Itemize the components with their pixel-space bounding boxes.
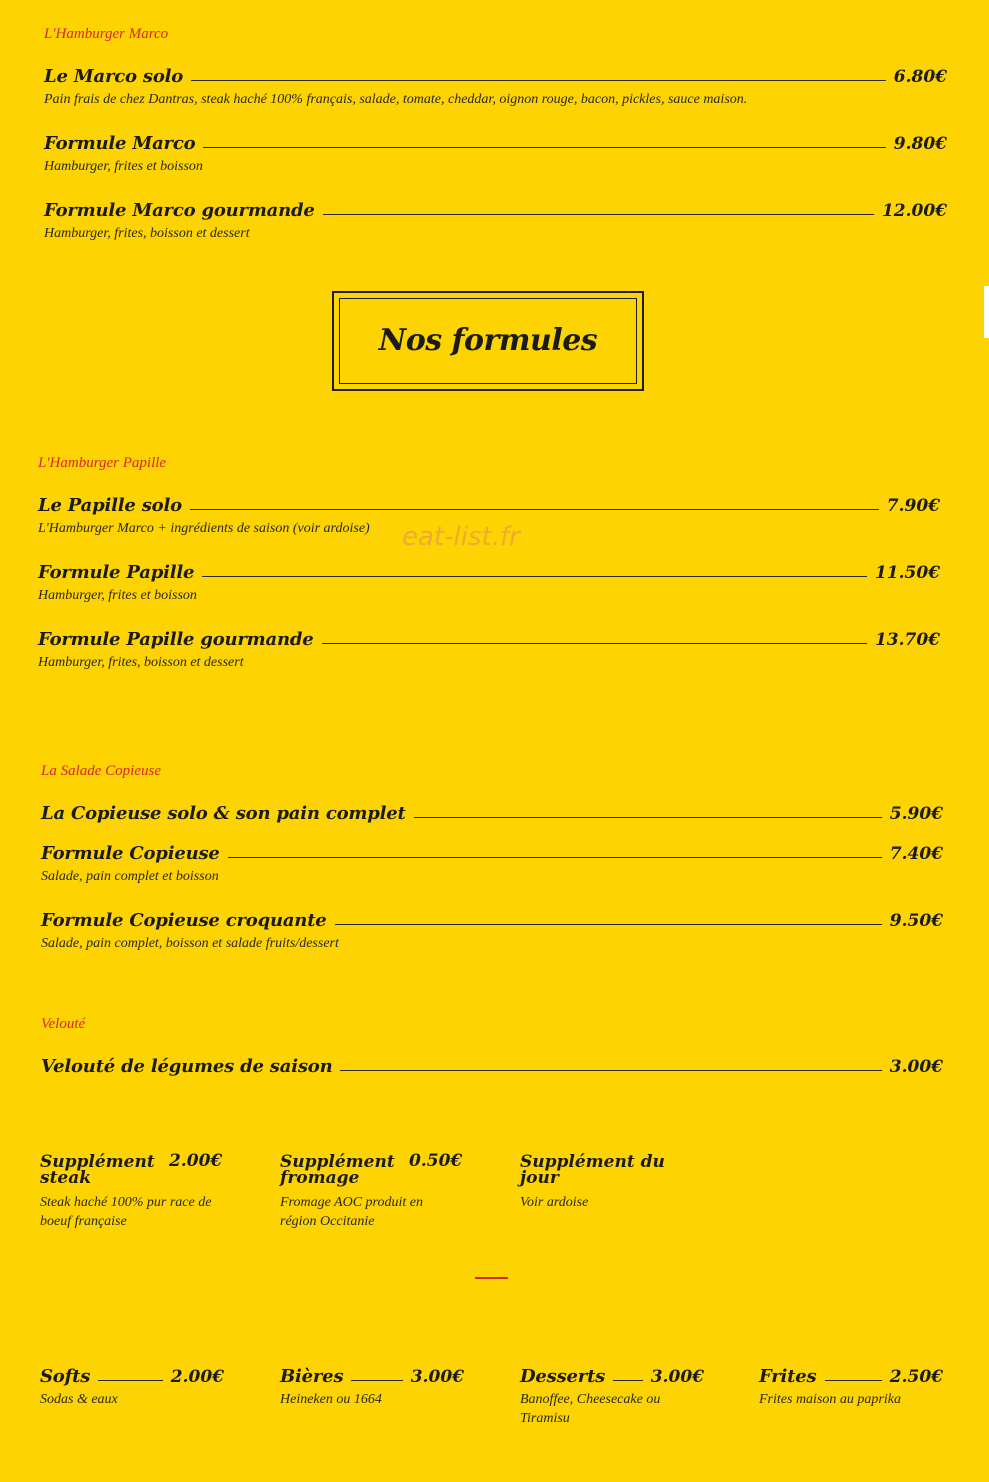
dotted-leader bbox=[414, 817, 882, 818]
item-name: Formule Copieuse croquante bbox=[41, 910, 327, 931]
item-price: 9.50€ bbox=[889, 911, 943, 931]
item-description: L'Hamburger Marco + ingrédients de saison (voir ardoise) bbox=[38, 521, 370, 536]
supplement-title-line2: jour bbox=[520, 1168, 559, 1188]
dotted-leader bbox=[98, 1380, 163, 1381]
item-price: 6.80€ bbox=[893, 67, 947, 87]
item-description: Hamburger, frites, boisson et dessert bbox=[44, 226, 250, 241]
extra-desc-line1: Frites maison au paprika bbox=[759, 1392, 901, 1407]
item-price: 12.00€ bbox=[881, 201, 947, 221]
supplement-description bbox=[40, 1193, 240, 1231]
dotted-leader bbox=[191, 80, 886, 81]
supplement-title bbox=[520, 1154, 665, 1186]
supplement-title-line1: Supplément bbox=[40, 1152, 155, 1172]
item-name: Frites bbox=[759, 1366, 817, 1387]
extra-bieres bbox=[280, 1363, 464, 1387]
item-price: 9.80€ bbox=[893, 134, 947, 154]
supplement-desc-line2: région Occitanie bbox=[280, 1214, 375, 1229]
item-name: La Copieuse solo & son pain complet bbox=[41, 803, 406, 824]
extra-desc-line1: Banoffee, Cheesecake ou bbox=[520, 1392, 661, 1407]
menu-item-formule-marco-gourmande bbox=[44, 197, 947, 221]
item-price: 2.50€ bbox=[889, 1367, 943, 1387]
extra-description bbox=[759, 1390, 959, 1409]
dotted-leader bbox=[190, 509, 879, 510]
supplement-description bbox=[280, 1193, 480, 1231]
item-name: Le Marco solo bbox=[44, 66, 184, 87]
dotted-leader bbox=[202, 576, 867, 577]
supplement-title-line2: fromage bbox=[280, 1168, 360, 1188]
extra-desc-line1: Heineken ou 1664 bbox=[280, 1392, 382, 1407]
item-price: 11.50€ bbox=[874, 563, 940, 583]
item-price: 7.40€ bbox=[889, 844, 943, 864]
dotted-leader bbox=[613, 1380, 643, 1381]
page-title: Nos formules bbox=[378, 323, 598, 358]
menu-item-veloute bbox=[41, 1053, 943, 1077]
dotted-leader bbox=[340, 1070, 881, 1071]
section-label-marco: L'Hamburger Marco bbox=[44, 26, 169, 42]
supplement-desc-line1: Voir ardoise bbox=[520, 1195, 589, 1210]
dotted-leader bbox=[322, 643, 867, 644]
item-name: Velouté de légumes de saison bbox=[41, 1056, 333, 1077]
item-description: Hamburger, frites et boisson bbox=[44, 159, 203, 174]
menu-item-formule-copieuse bbox=[41, 840, 943, 864]
item-name: Formule Copieuse bbox=[41, 843, 220, 864]
item-name: Softs bbox=[40, 1366, 91, 1387]
edge-mark bbox=[984, 286, 989, 338]
item-price: 3.00€ bbox=[410, 1367, 464, 1387]
item-price: 2.00€ bbox=[170, 1367, 224, 1387]
dotted-leader bbox=[203, 147, 885, 148]
menu-item-copieuse-solo bbox=[41, 800, 943, 824]
item-name: Formule Papille gourmande bbox=[38, 629, 314, 650]
supplement-price: 0.50€ bbox=[409, 1151, 463, 1171]
item-name: Formule Marco gourmande bbox=[44, 200, 315, 221]
item-name: Bières bbox=[280, 1366, 344, 1387]
menu-item-formule-papille-gourmande bbox=[38, 626, 940, 650]
supplement-title-line2: steak bbox=[40, 1168, 92, 1188]
dotted-leader bbox=[323, 214, 874, 215]
menu-item-marco-solo bbox=[44, 63, 947, 87]
dotted-leader bbox=[228, 857, 882, 858]
item-description: Hamburger, frites, boisson et dessert bbox=[38, 655, 244, 670]
extra-frites bbox=[759, 1363, 943, 1387]
section-label-salade: La Salade Copieuse bbox=[41, 763, 161, 779]
item-description: Salade, pain complet, boisson et salade fruits/dessert bbox=[41, 936, 339, 951]
supplement-title bbox=[280, 1154, 395, 1186]
extra-desc-line1: Sodas & eaux bbox=[40, 1392, 118, 1407]
supplement-desc-line2: boeuf française bbox=[40, 1214, 127, 1229]
item-price: 3.00€ bbox=[889, 1057, 943, 1077]
item-price: 7.90€ bbox=[886, 496, 940, 516]
extra-desc-line2: Tiramisu bbox=[520, 1411, 570, 1426]
section-label-papille: L'Hamburger Papille bbox=[38, 455, 167, 471]
supplement-title bbox=[40, 1154, 155, 1186]
item-price: 3.00€ bbox=[650, 1367, 704, 1387]
menu-item-formule-copieuse-croquante bbox=[41, 907, 943, 931]
menu-item-papille-solo bbox=[38, 492, 940, 516]
divider bbox=[475, 1277, 508, 1279]
menu-item-formule-papille bbox=[38, 559, 940, 583]
menu-item-formule-marco bbox=[44, 130, 947, 154]
supplement-description bbox=[520, 1193, 720, 1212]
extra-softs bbox=[40, 1363, 224, 1387]
item-description: Salade, pain complet et boisson bbox=[41, 869, 219, 884]
item-name: Le Papille solo bbox=[38, 495, 182, 516]
extra-description bbox=[280, 1390, 480, 1409]
supplement-desc-line1: Steak haché 100% pur race de bbox=[40, 1195, 212, 1210]
item-price: 13.70€ bbox=[874, 630, 940, 650]
item-name: Desserts bbox=[520, 1366, 606, 1387]
extra-description bbox=[40, 1390, 240, 1409]
watermark: eat-list.fr bbox=[402, 522, 520, 552]
item-name: Formule Papille bbox=[38, 562, 195, 583]
supplement-desc-line1: Fromage AOC produit en bbox=[280, 1195, 423, 1210]
extra-description bbox=[520, 1390, 720, 1428]
item-description: Hamburger, frites et boisson bbox=[38, 588, 197, 603]
section-label-veloute: Velouté bbox=[41, 1016, 86, 1032]
item-description: Pain frais de chez Dantras, steak haché 100% français, salade, tomate, cheddar, oignon rouge, bacon, pickles, sauce maison. bbox=[44, 92, 748, 107]
dotted-leader bbox=[825, 1380, 882, 1381]
item-name: Formule Marco bbox=[44, 133, 196, 154]
item-price: 5.90€ bbox=[889, 804, 943, 824]
supplement-price: 2.00€ bbox=[169, 1151, 223, 1171]
extra-desserts bbox=[520, 1363, 704, 1387]
supplement-title-line1: Supplément bbox=[280, 1152, 395, 1172]
dotted-leader bbox=[351, 1380, 402, 1381]
supplement-title-line1: Supplément du bbox=[520, 1152, 665, 1172]
dotted-leader bbox=[335, 924, 882, 925]
nos-formules-title-box bbox=[332, 291, 644, 391]
